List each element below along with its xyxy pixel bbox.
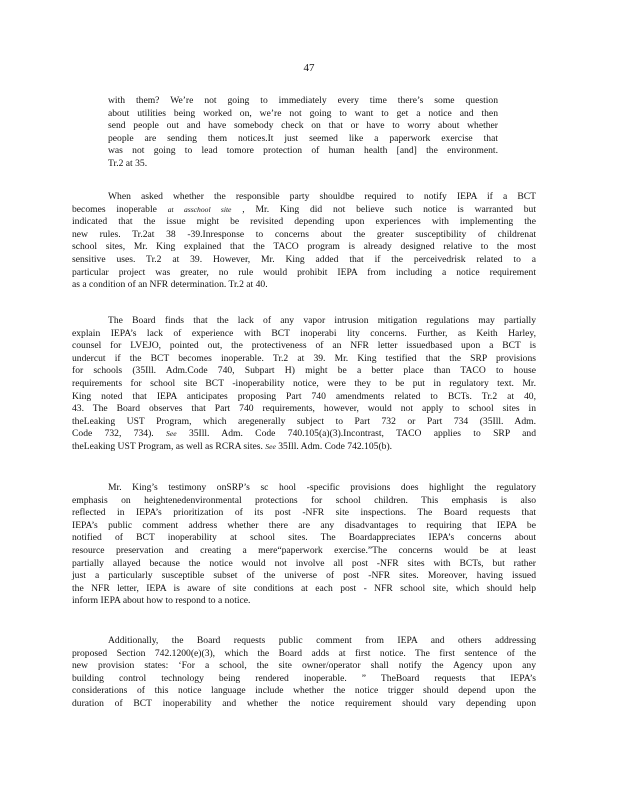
paragraph-public-comment [72,635,536,711]
page-number: 47 [303,62,315,74]
paragraph-board-findings [72,315,536,454]
paragraph-line: undercut if the BCT becomes inoperable. Tr.2 at 39. Mr. King testified that the SRP provisions [72,352,536,364]
paragraph-line: indicated that the issue might be revisited depending upon experiences with implementing the [72,216,536,228]
italic-see: See [166,429,177,439]
block-quote [108,95,498,171]
paragraph-line: notified of BCT inoperability at school sites. The Boardappreciates IEPA’s concerns about [72,532,536,544]
paragraph-line: explain IEPA’s lack of experience with BCT inoperabi lity concerns. Further, as Keith Harley, [72,327,536,339]
paragraph-line: reflected in IEPA’s prioritization of its post -NFR site inspections. The Board requests that [72,507,536,519]
paragraph-line: school sites, Mr. King explained that the TACO program is already designed relative to the most [72,241,536,253]
quote-line: send people out and have somebody check on that or have to worry about whether [108,120,498,132]
paragraph-line: sensitive uses. Tr.2 at 39. However, Mr. King added that if the perceivedrisk related to a [72,253,536,265]
quote-line: Tr.2 at 35. [108,157,148,169]
paragraph-srp-testimony [72,482,536,608]
paragraph-line: for schools (35Ill. Adm.Code 740, Subpart H) might be a better place than TACO to house [72,365,536,377]
paragraph-line: Mr. King’s testimony onSRP’s sc hool -specific provisions does highlight the regulatory [108,482,536,493]
paragraph-line: theLeaking UST Program, as well as RCRA sites. See 35Ill. Adm. Code 742.105(b). [72,440,393,452]
paragraph-line: proposed Section 742.1200(e)(3), which the Board adds at first notice. The first sentence of the [72,647,536,659]
paragraph-line: building control technology being rendered inoperable. ” TheBoard requests that IEPA’s [72,672,536,684]
italic-see: See [265,441,276,451]
paragraph-line: Code 732, 734). See 35Ill. Adm. Code 740.105(a)(3).Incontrast, TACO applies to SRP and [72,428,536,440]
paragraph-line: resource preservation and creating a mere“paperwork exercise.”The concerns would be at least [72,544,536,556]
paragraph-line: new rules. Tr.2at 38 -39.Inresponse to concerns about the greater susceptibility of childrenat [72,228,536,240]
paragraph-line: IEPA’s public comment address whether there are any disadvantages to requiring that IEPA be [72,519,536,531]
paragraph-line: the NFR letter, IEPA is aware of site conditions at each post - NFR school site, which should help [72,582,536,594]
paragraph-line: King noted that IEPA anticipates proposing Part 740 amendments related to BCTs. Tr.2 at 40, [72,390,536,402]
paragraph-king-notice [72,191,536,292]
paragraph-line: 43. The Board observes that Part 740 requirements, however, would not apply to school sites in [72,403,536,415]
paragraph-line: counsel for LVEJO, pointed out, the protectiveness of an NFR letter issuedbased upon a BCT is [72,340,536,352]
paragraph-line: inform IEPA about how to respond to a notice. [72,595,251,607]
paragraph-line: partially allayed because the notice would not involve all post -NFR sites with BCTs, but rather [72,557,536,569]
paragraph-line: just a particularly susceptible subset of the universe of post -NFR sites. Moreover, having issued [72,570,536,582]
quote-line: was not going to lead tomore protection of human health [and] the environment. [108,145,498,157]
quote-line: people are sending them notices.It just seemed like a paperwork exercise that [108,132,498,144]
paragraph-line: emphasis on heightenedenvironmental protections for school children. This emphasis is also [72,494,536,506]
paragraph-line: duration of BCT inoperability and whether the notice requirement should vary depending upon [72,697,536,709]
paragraph-line: as a condition of an NFR determination. Tr.2 at 40. [72,279,268,291]
paragraph-line: new provision states: ‘For a school, the site owner/operator shall notify the Agency upon any [72,660,536,672]
quote-line: about utilities being worked on, we’re not going to want to get a notice and then [108,107,498,119]
paragraph-line: particular project was greater, no rule would prohibit IEPA from including a notice requirement [72,266,536,278]
paragraph-line: becomes inoperable at asschool site , Mr. King did not believe such notice is warranted but [72,203,537,215]
paragraph-line: theLeaking UST Program, which aregenerally subject to Part 732 or Part 734 (35Ill. Adm. [72,415,536,427]
paragraph-line: The Board finds that the lack of any vapor intrusion mitigation regulations may partially [108,315,536,326]
quote-line: with them? We’re not going to immediately every time there’s some question [108,95,498,106]
paragraph-line: Additionally, the Board requests public comment from IEPA and others addressing [108,635,536,646]
paragraph-line: When asked whether the responsible party shouldbe required to notify IEPA if a BCT [108,191,536,202]
paragraph-line: considerations of this notice language include whether the notice trigger should depend upon the [72,685,536,697]
paragraph-line: requirements for school site BCT -inoperability notice, were they to be put in regulatory text. Mr. [72,377,536,389]
italic-phrase: at asschool site [167,204,232,214]
